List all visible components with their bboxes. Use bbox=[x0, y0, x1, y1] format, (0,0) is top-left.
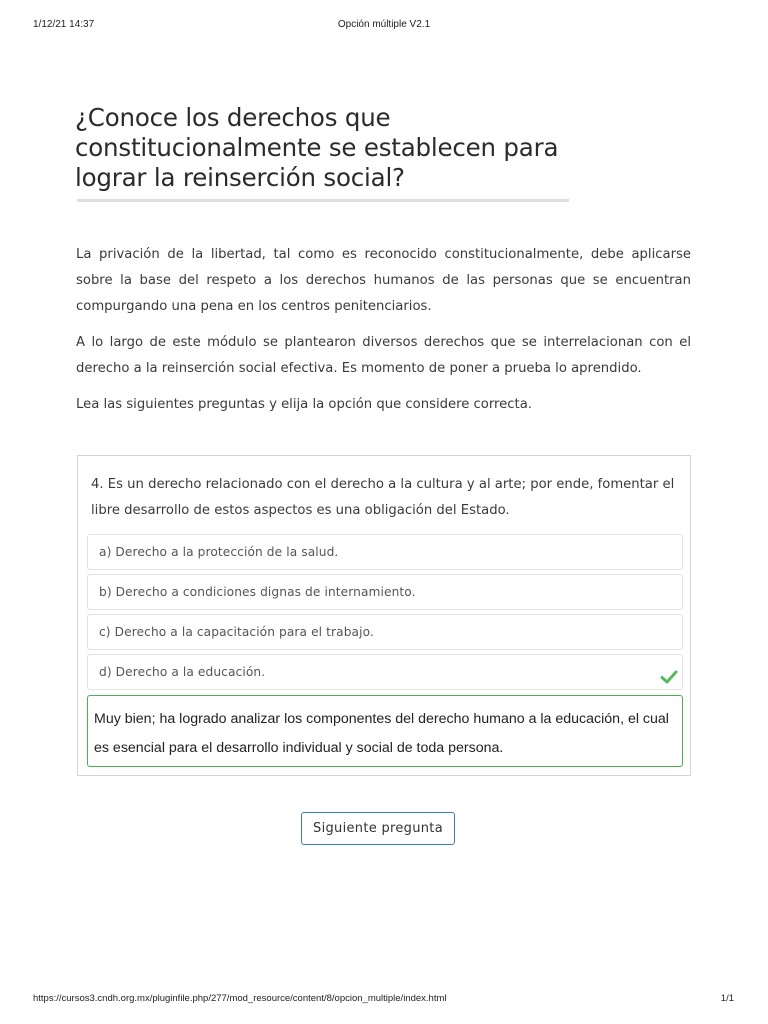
option-label: a) Derecho a la protección de la salud. bbox=[99, 545, 339, 559]
option-c[interactable] bbox=[87, 614, 683, 650]
check-icon bbox=[660, 664, 678, 680]
intro-paragraph: A lo largo de este módulo se plantearon diversos derechos que se interrelacionan con el derecho a la reinserción social efectiva. Es momento de poner a prueba lo aprendido. bbox=[76, 335, 691, 376]
print-document-title: Opción múltiple V2.1 bbox=[337, 19, 431, 30]
feedback-message: Muy bien; ha logrado analizar los componentes del derecho humano a la educación, el cual es esencial para el desarrollo individual y social de toda persona. bbox=[87, 695, 683, 767]
option-label: c) Derecho a la capacitación para el trabajo. bbox=[99, 625, 374, 639]
page-title: ¿Conoce los derechos que constitucionalmente se establecen para lograr la reinserción social? bbox=[75, 103, 559, 192]
title-divider bbox=[77, 199, 569, 202]
option-label: b) Derecho a condiciones dignas de internamiento. bbox=[99, 585, 416, 599]
print-datetime: 1/12/21 14:37 bbox=[33, 19, 95, 30]
instruction-text: Lea las siguientes preguntas y elija la opción que considere correcta. bbox=[76, 397, 532, 412]
question-text: 4. Es un derecho relacionado con el derecho a la cultura y al arte; por ende, fomentar el libre desarrollo de estos aspectos es una obligación del Estado. bbox=[91, 477, 675, 518]
question-card bbox=[77, 455, 691, 776]
option-b[interactable] bbox=[87, 574, 683, 610]
intro-paragraph: La privación de la libertad, tal como es reconocido constitucionalmente, debe aplicarse sobre la base del respeto a los derechos humanos de las personas que se encuentran compurgando una pena en los centros penitenciarios. bbox=[76, 247, 691, 314]
print-page-number: 1/1 bbox=[720, 993, 734, 1004]
print-url: https://cursos3.cndh.org.mx/pluginfile.php/277/mod_resource/content/8/opcion_multiple/index.html bbox=[33, 993, 447, 1004]
intro-text bbox=[76, 242, 691, 428]
next-question-button[interactable]: Siguiente pregunta bbox=[301, 812, 455, 845]
print-footer bbox=[0, 993, 768, 1007]
option-d[interactable] bbox=[87, 654, 683, 690]
option-a[interactable] bbox=[87, 534, 683, 570]
print-header bbox=[0, 19, 768, 33]
option-label: d) Derecho a la educación. bbox=[99, 665, 266, 679]
